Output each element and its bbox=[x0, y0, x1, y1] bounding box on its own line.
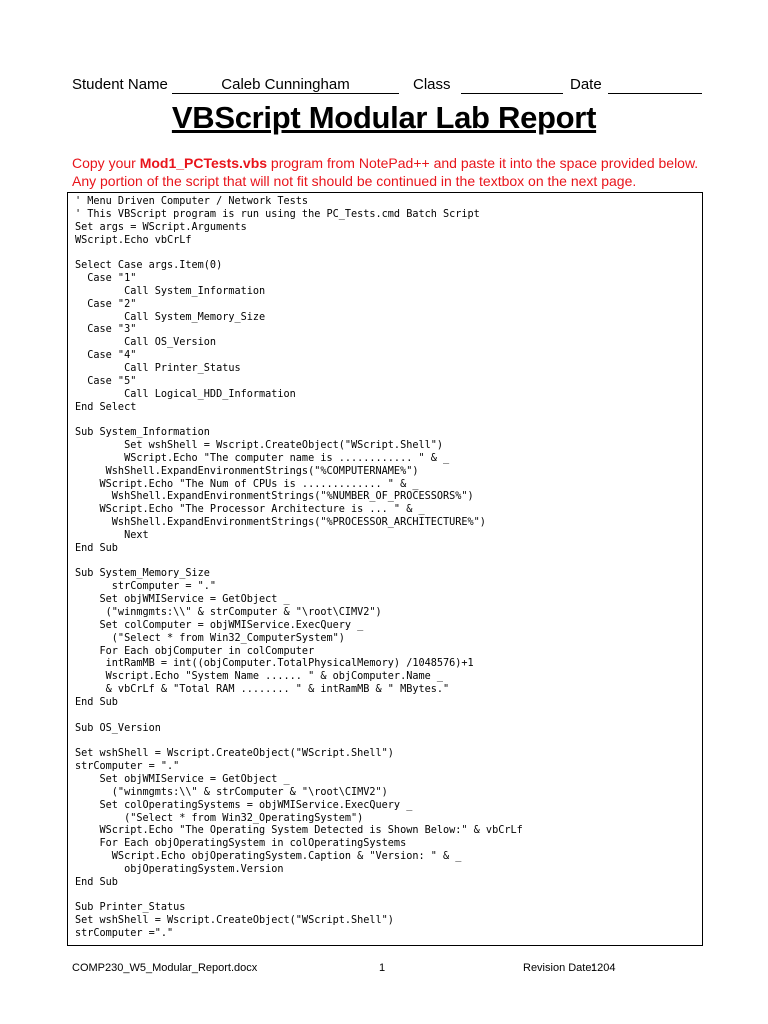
footer-revision-label: Revision Date: bbox=[523, 962, 595, 974]
footer-filename: COMP230_W5_Modular_Report.docx bbox=[72, 962, 258, 974]
instruction-line-1 bbox=[72, 155, 712, 171]
footer-revision-date: 1204 bbox=[591, 962, 616, 974]
code-textbox[interactable] bbox=[67, 192, 703, 946]
student-name-label: Student Name bbox=[72, 76, 168, 93]
date-field[interactable] bbox=[608, 76, 702, 94]
date-label: Date bbox=[570, 76, 602, 93]
instruction-line-2: Any portion of the script that will not fit should be continued in the textbox on the next page. bbox=[72, 173, 637, 189]
footer-page-number: 1 bbox=[379, 962, 386, 974]
instruction-text: Copy your bbox=[72, 155, 140, 171]
filename-highlight: Mod1_PCTests.vbs bbox=[139, 155, 268, 171]
instruction-text: program from NotePad++ and paste it into the space provided below. bbox=[267, 155, 699, 171]
class-label: Class bbox=[413, 76, 451, 93]
script-code: ' Menu Driven Computer / Network Tests ' This VBScript program is run using the PC_Tests.cmd Batch Script Set args = WScript.Arguments WScript.Echo vbCrLf Select Case args.Item(0) Case "1" Call System_Information Case "2" Call System_Memory_Size Case "3" Call OS_Version Case "4" Call Printer_Status Case "5" Call Logical_HDD_Information End Select Sub System_Information Set wshShell = Wscript.CreateObject("WScript.Shell") WScript.Echo "The computer name is ............ " & _ WshShell.ExpandEnvironmentStrings("%COMPUTERNAME%") WScript.Echo "The Num of CPUs is ............. " & _ WshShell.ExpandEnvironmentStrings("%NUMBER_OF_PROCESSORS%") WScript.Echo "The Processor Architecture is ... " & _ WshShell.ExpandEnvironmentStrings("%PROCESSOR_ARCHITECTURE%") Next End Sub Sub System_Memory_Size strComputer = "." Set objWMIService = GetObject _ ("winmgmts:\\" & strComputer & "\root\CIMV2") Set colComputer = objWMIService.ExecQuery _ ("Select * from Win32_ComputerSystem") For Each objComputer in colComputer intRamMB = int((objComputer.TotalPhysicalMemory) /1048576)+1 Wscript.Echo "System Name ...... " & objComputer.Name _ & vbCrLf & "Total RAM ........ " & intRamMB & " MBytes." End Sub Sub OS_Version Set wshShell = Wscript.CreateObject("WScript.Shell") strComputer = "." Set objWMIService = GetObject _ ("winmgmts:\\" & strComputer & "\root\CIMV2") Set colOperatingSystems = objWMIService.ExecQuery _ ("Select * from Win32_OperatingSystem") WScript.Echo "The Operating System Detected is Shown Below:" & vbCrLf For Each objOperatingSystem in colOperatingSystems WScript.Echo objOperatingSystem.Caption & "Version: " & _ objOperatingSystem.Version End Sub Sub Printer_Status Set wshShell = Wscript.CreateObject("WScript.Shell") strComputer ="." bbox=[75, 196, 523, 940]
page-footer bbox=[72, 962, 702, 978]
class-field[interactable] bbox=[461, 76, 563, 94]
student-info-row bbox=[72, 76, 702, 96]
page-title: VBScript Modular Lab Report bbox=[171, 100, 597, 135]
student-name-field[interactable]: Caleb Cunningham bbox=[172, 76, 399, 94]
